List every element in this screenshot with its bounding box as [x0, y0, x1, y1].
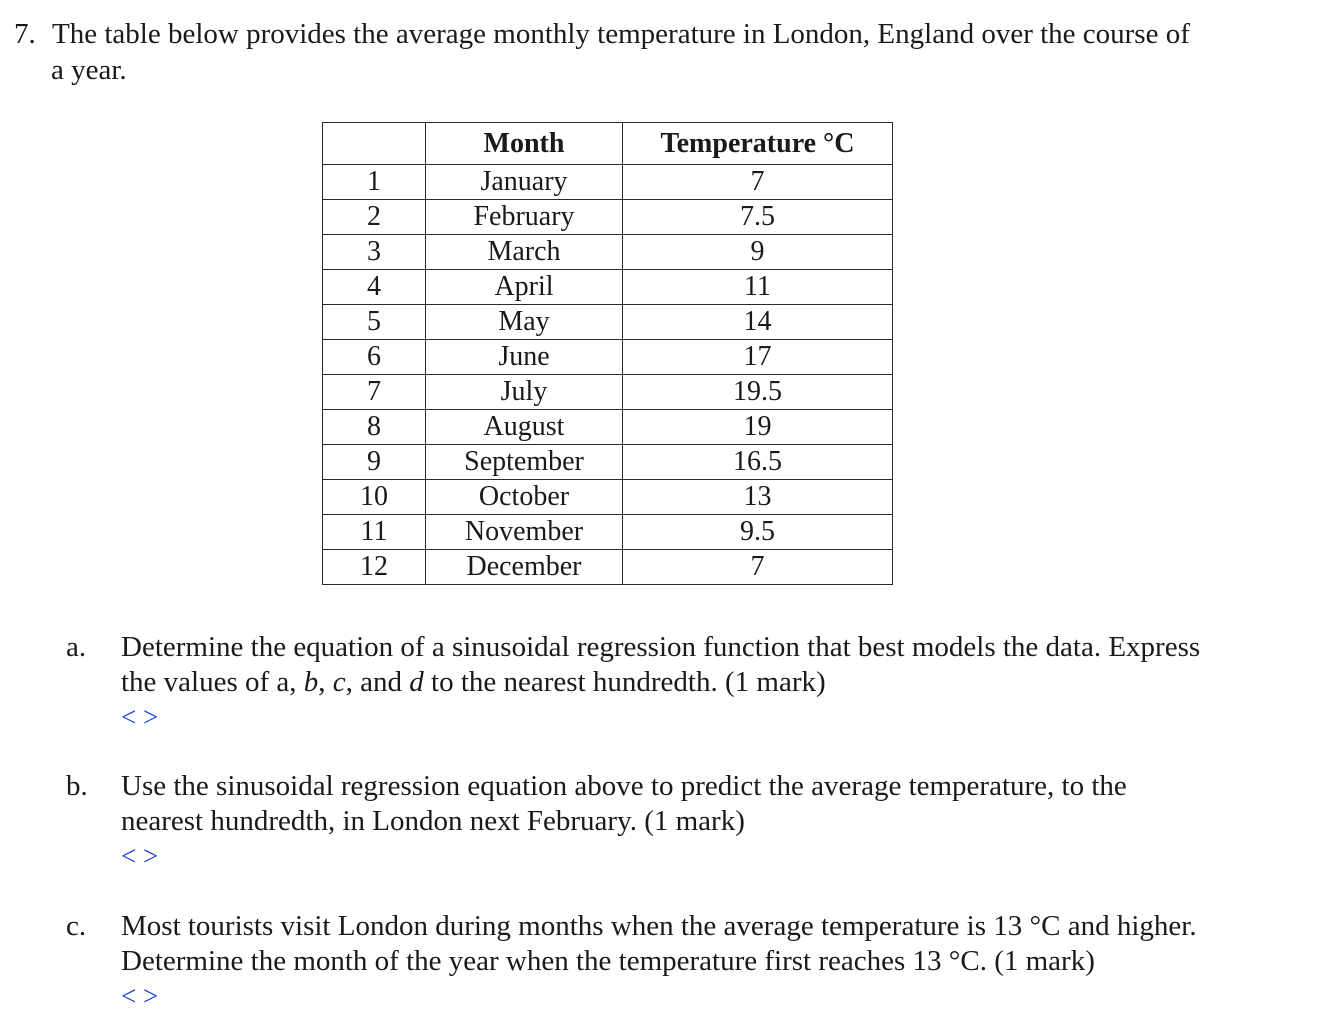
cell-month: October [426, 480, 623, 515]
cell-temperature: 11 [623, 270, 893, 305]
question-number: 7. [14, 18, 36, 50]
part-a-line-1: Determine the equation of a sinusoidal regression function that best models the data. Express [121, 631, 1201, 663]
cell-index: 2 [323, 200, 426, 235]
part-b-answer-link[interactable]: < > [121, 841, 159, 871]
table-row [323, 550, 893, 585]
table-row [323, 410, 893, 445]
table-row [323, 165, 893, 200]
part-a-answer-link[interactable]: < > [121, 702, 159, 732]
part-a-label: a. [66, 631, 87, 663]
cell-index: 6 [323, 340, 426, 375]
cell-index: 7 [323, 375, 426, 410]
cell-month: April [426, 270, 623, 305]
question-text-line-1: The table below provides the average monthly temperature in London, England over the course of [52, 18, 1190, 50]
separator: , [318, 666, 333, 698]
cell-month: August [426, 410, 623, 445]
part-b-line-2: nearest hundredth, in London next February. (1 mark) [121, 805, 745, 837]
table-row [323, 270, 893, 305]
table-row [323, 200, 893, 235]
table-row [323, 515, 893, 550]
table-row [323, 235, 893, 270]
cell-temperature: 9.5 [623, 515, 893, 550]
cell-index: 5 [323, 305, 426, 340]
cell-temperature: 7 [623, 165, 893, 200]
table-row [323, 445, 893, 480]
part-c-text [121, 909, 1301, 1014]
variable-d: d [409, 666, 424, 698]
variable-c: c [332, 666, 346, 698]
header-index [323, 123, 426, 165]
cell-month: December [426, 550, 623, 585]
question-text-line-2: a year. [51, 54, 127, 86]
cell-index: 8 [323, 410, 426, 445]
part-a-line-2-end: to the nearest hundredth. (1 mark) [423, 666, 826, 698]
part-a-line-2 [121, 665, 1301, 700]
cell-index: 1 [323, 165, 426, 200]
cell-month: May [426, 305, 623, 340]
cell-index: 9 [323, 445, 426, 480]
cell-temperature: 16.5 [623, 445, 893, 480]
table-row [323, 480, 893, 515]
cell-month: January [426, 165, 623, 200]
cell-temperature: 19 [623, 410, 893, 445]
part-b-label: b. [66, 770, 88, 802]
header-month: Month [426, 123, 623, 165]
part-c-line-2: Determine the month of the year when the temperature first reaches 13 °C. (1 mark) [121, 945, 1095, 977]
cell-index: 11 [323, 515, 426, 550]
header-temperature: Temperature °C [623, 123, 893, 165]
cell-month: July [426, 375, 623, 410]
part-c-label: c. [66, 910, 87, 942]
cell-index: 12 [323, 550, 426, 585]
cell-temperature: 14 [623, 305, 893, 340]
cell-index: 10 [323, 480, 426, 515]
cell-index: 3 [323, 235, 426, 270]
part-a-text [121, 630, 1301, 735]
cell-temperature: 9 [623, 235, 893, 270]
cell-temperature: 7.5 [623, 200, 893, 235]
cell-month: March [426, 235, 623, 270]
table-row [323, 340, 893, 375]
part-b-text [121, 769, 1301, 874]
part-b-line-1: Use the sinusoidal regression equation above to predict the average temperature, to the [121, 770, 1127, 802]
cell-temperature: 7 [623, 550, 893, 585]
table-header-row [323, 123, 893, 165]
cell-temperature: 13 [623, 480, 893, 515]
question-stem [14, 16, 1264, 88]
cell-temperature: 17 [623, 340, 893, 375]
temperature-table [322, 122, 893, 585]
part-c-line-1: Most tourists visit London during months when the average temperature is 13 °C and higher. [121, 910, 1197, 942]
variable-b: b [303, 666, 319, 698]
cell-temperature: 19.5 [623, 375, 893, 410]
question-line-1 [14, 16, 1264, 52]
cell-month: September [426, 445, 623, 480]
cell-index: 4 [323, 270, 426, 305]
table-row [323, 375, 893, 410]
cell-month: June [426, 340, 623, 375]
part-c-answer-link[interactable]: < > [121, 981, 159, 1011]
separator: , and [345, 666, 410, 698]
table-row [323, 305, 893, 340]
cell-month: February [426, 200, 623, 235]
cell-month: November [426, 515, 623, 550]
part-a-line-2-start: the values of a, [121, 666, 304, 698]
